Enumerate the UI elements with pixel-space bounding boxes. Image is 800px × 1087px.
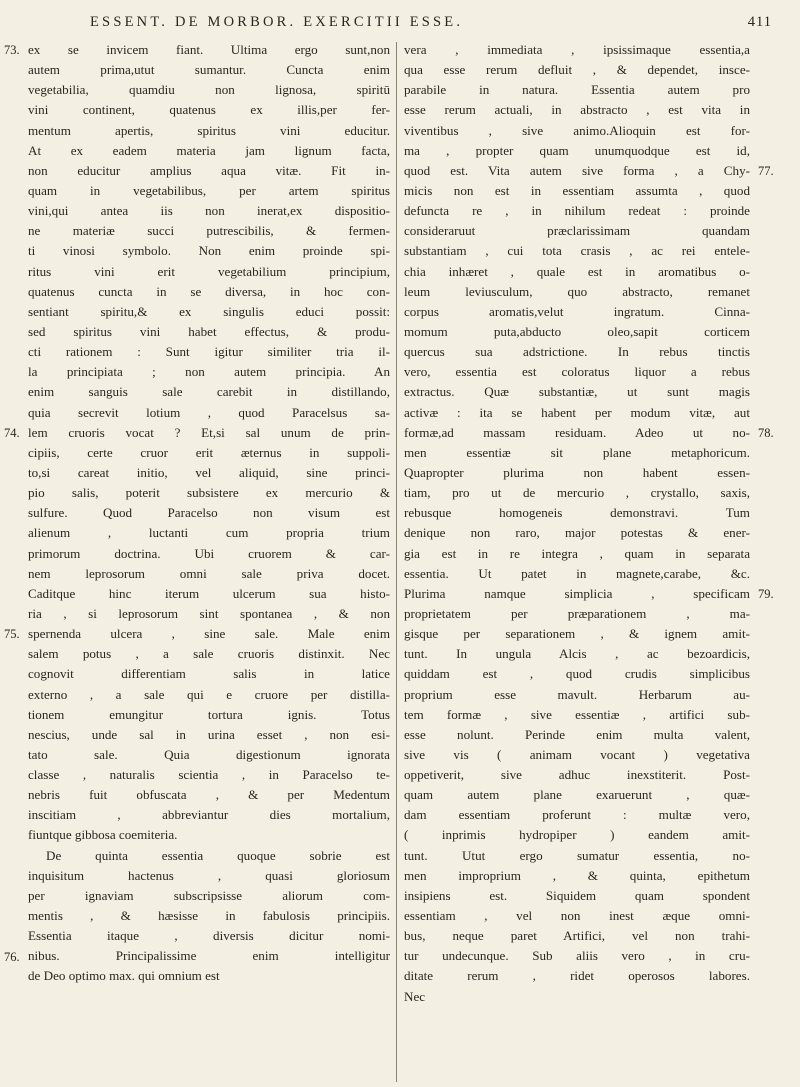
text-line [404, 100, 750, 120]
line-text: men essentiæ sit plane metaphoricum. [404, 444, 750, 460]
line-text: micis non est in essentiam assumta , quod [404, 182, 750, 198]
marginal-number: 76. [4, 949, 20, 964]
text-line [28, 825, 390, 845]
line-text: ma , propter quam unumquodque est id, [404, 142, 750, 158]
text-line [404, 60, 750, 80]
line-text: ditate rerum , ridet operosos labores. [404, 968, 750, 984]
line-text: la principiata ; non autem principia. An [28, 364, 390, 380]
text-line [404, 624, 750, 644]
running-head [90, 14, 772, 36]
text-line [28, 544, 390, 564]
text-line [28, 886, 390, 906]
line-text: autem prima,utut sumantur. Cuncta enim [28, 62, 390, 78]
line-text: tato sale. Quia digestionum ignorata [28, 746, 390, 762]
line-text: quercus sua adstrictione. In rebus tinctis [404, 344, 750, 360]
line-text: vini,qui antea iis non inerat,ex dispositio- [28, 203, 390, 219]
text-line [28, 221, 390, 241]
text-line [28, 725, 390, 745]
text-line [28, 685, 390, 705]
line-text: Nec [404, 988, 426, 1004]
line-text: activæ : ita se habent per modum vitæ, aut [404, 404, 750, 420]
line-text: vini continent, quatenus ex illis,per fer- [28, 102, 390, 118]
marginal-number: 78. [758, 425, 774, 440]
line-text: tunt. In ungula Alcis , ac bezoardicis, [404, 646, 750, 662]
line-text: ria , si leprosorum sint spontanea , & non [28, 605, 390, 621]
text-line [404, 866, 750, 886]
line-text: ne materiæ succi putrescibilis, & fermen- [28, 223, 390, 239]
text-line [28, 765, 390, 785]
text-line [404, 805, 750, 825]
text-line [28, 926, 390, 946]
line-text: De quinta essentia quoque sobrie est [46, 847, 390, 863]
text-line [404, 564, 750, 584]
line-text: quam in vegetabilibus, per artem spiritus [28, 182, 390, 198]
line-text: viventibus , sive animo.Alioquin est for- [404, 122, 750, 138]
text-line [28, 745, 390, 765]
marginal-number: 74. [4, 425, 20, 440]
text-line [404, 221, 750, 241]
line-text: quod est. Vita autem sive forma , a Chy- [404, 162, 750, 178]
line-text: fiuntque gibbosa coemiteria. [28, 827, 178, 843]
text-line [28, 423, 390, 443]
text-line [28, 403, 390, 423]
line-text: rebusque homogeneis demonstravi. Tum [404, 505, 750, 521]
text-line [404, 362, 750, 382]
line-text: insipiens est. Siquidem quam spondent [404, 887, 750, 903]
text-line [28, 846, 390, 866]
text-line [28, 664, 390, 684]
line-text: ti vinosi symbolo. Non enim proinde spi- [28, 243, 390, 259]
line-text: qua esse rerum defluit , & dependet, insce- [404, 62, 750, 78]
text-line [28, 322, 390, 342]
page-number: 411 [747, 14, 772, 30]
text-line [404, 80, 750, 100]
line-text: lem cruoris vocat ? Et,si sal unum de prin- [28, 424, 390, 440]
line-text: defuncta re , in nihilum redeat : proinde [404, 203, 750, 219]
text-line [404, 705, 750, 725]
text-line [404, 685, 750, 705]
line-text: alienum , luctanti cum propria trium [28, 525, 390, 541]
line-text: proprietatem per præparationem , ma- [404, 605, 750, 621]
line-text: Essentia itaque , diversis dicitur nomi- [28, 928, 390, 944]
line-text: classe , naturalis scientia , in Paracelso te- [28, 767, 390, 783]
text-line [404, 382, 750, 402]
line-text: per ignaviam subscripsisse aliorum com- [28, 887, 390, 903]
text-line [404, 926, 750, 946]
line-text: vera , immediata , ipsissimaque essentia,a [404, 42, 750, 57]
text-line [28, 785, 390, 805]
text-line [28, 80, 390, 100]
line-text: essentiam , vel non inest æque omni- [404, 908, 750, 924]
text-line [404, 846, 750, 866]
line-text: vero, essentia est coloratus liquor a rebus [404, 364, 750, 380]
line-text: salem potus , a sale cruoris distinxit. Nec [28, 646, 390, 662]
line-text: tiam, pro ut de mercurio , crystallo, saxis, [404, 485, 750, 501]
text-line [28, 644, 390, 664]
line-text: mentis , & hæsisse in fabulosis principiis. [28, 908, 390, 924]
line-text: ex se invicem fiant. Ultima ergo sunt,non [28, 42, 390, 57]
marginal-number: 75. [4, 627, 20, 642]
line-text: corpus aromatis,velut ingratum. Cinna- [404, 303, 750, 319]
line-text: tunt. Utut ergo sumatur essentia, no- [404, 847, 750, 863]
text-line [404, 121, 750, 141]
line-text: sed spiritus vini habet effectus, & produ- [28, 323, 390, 339]
text-line [404, 282, 750, 302]
line-text: enim sanguis sale carebit in distillando, [28, 384, 390, 400]
line-text: leum leviusculum, quo abstracto, remanet [404, 283, 750, 299]
text-line [404, 241, 750, 261]
line-text: extractus. Quæ substantiæ, ut sunt magis [404, 384, 750, 400]
line-text: momum puta,abducto oleo,sapit corticem [404, 323, 750, 339]
line-text: tur undecunque. Sub aliis vero , in cru- [404, 948, 750, 964]
marginal-number: 73. [4, 43, 20, 57]
line-text: quam autem plane exaruerunt , quæ- [404, 787, 750, 803]
line-text: tem formæ , sive essentiæ , artifici sub- [404, 706, 750, 722]
text-line [28, 40, 390, 60]
line-text: Plurima namque simplicia , specificam [404, 585, 750, 601]
text-line [404, 302, 750, 322]
text-line [404, 423, 750, 443]
line-text: externo , a sale qui e cruore per distilla- [28, 686, 390, 702]
line-text: chia inhæret , quale est in aromatibus o- [404, 263, 750, 279]
line-text: nebris fuit obfuscata , & per Medentum [28, 787, 390, 803]
line-text: quatenus cuncta in se diversa, in hoc con- [28, 283, 390, 299]
text-line [404, 544, 750, 564]
line-text: sive vis ( animam vocant ) vegetativa [404, 746, 750, 762]
line-text: quia secrevit lotium , quod Paracelsus sa- [28, 404, 390, 420]
text-line [28, 181, 390, 201]
line-text: sentiant spiritu,& ex singulis educi possit: [28, 303, 390, 319]
marginal-number: 79. [758, 587, 774, 602]
text-line [404, 966, 750, 986]
line-text: to,si careat initio, vel aliquid, sine princi- [28, 464, 390, 480]
text-line [404, 483, 750, 503]
text-line [404, 403, 750, 423]
line-text: inquisitum hactenus , quasi gloriosum [28, 867, 390, 883]
line-text: oppetiverit, sive adhuc inexstiterit. Post- [404, 767, 750, 783]
line-text: men improprium , & quinta, epithetum [404, 867, 750, 883]
line-text: Quapropter plurima non habent essen- [404, 464, 750, 480]
text-line [28, 161, 390, 181]
text-line [28, 805, 390, 825]
line-text: non educitur amplius aqua vitæ. Fit in- [28, 162, 390, 178]
text-line [404, 463, 750, 483]
text-line [28, 362, 390, 382]
line-text: ( inprimis hydropiper ) eandem amit- [404, 827, 750, 843]
line-text: proprium esse mavult. Herbarum au- [404, 686, 750, 702]
line-text: inscitiam , abbreviantur dies mortalium, [28, 807, 390, 823]
text-line [404, 40, 750, 60]
text-line [28, 946, 390, 966]
marginal-number: 77. [758, 163, 774, 178]
line-text: ritus vini erit vegetabilium principium, [28, 263, 390, 279]
right-column [404, 40, 750, 1007]
text-line [28, 60, 390, 80]
running-title: ESSENT. DE MORBOR. EXERCITII ESSE. [90, 14, 464, 30]
line-text: Caditque hinc iterum ulcerum sua histo- [28, 585, 390, 601]
text-line [28, 523, 390, 543]
text-line [28, 302, 390, 322]
line-text: bus, neque paret Artifici, vel non trahi- [404, 928, 750, 944]
line-text: nibus. Principalissime enim intelligitur [28, 948, 390, 964]
column-divider [396, 42, 397, 1082]
line-text: tionem emungitur tortura ignis. Totus [28, 706, 390, 722]
line-text: At ex eadem materia jam lignum facta, [28, 142, 390, 158]
text-line [28, 483, 390, 503]
text-line [404, 604, 750, 624]
text-line [404, 825, 750, 845]
line-text: dam essentiam proferunt : multæ vero, [404, 807, 750, 823]
text-line [404, 644, 750, 664]
line-text: cognovit differentiam salis in latice [28, 666, 390, 682]
text-line [28, 463, 390, 483]
line-text: de Deo optimo max. qui omnium est [28, 968, 220, 984]
text-line [404, 785, 750, 805]
line-text: nescius, unde sal in urina esset , non esi- [28, 726, 390, 742]
text-line [404, 523, 750, 543]
text-line [404, 503, 750, 523]
line-text: quiddam est , quod crudis simplicibus [404, 666, 750, 682]
text-line [28, 342, 390, 362]
line-text: vegetabilia, quamdiu non lignosa, spiritū [28, 82, 390, 98]
text-line [404, 201, 750, 221]
text-line [28, 262, 390, 282]
text-line [28, 241, 390, 261]
text-line [404, 765, 750, 785]
line-text: pio salis, poterit subsistere ex mercurio & [28, 485, 390, 501]
text-line [28, 705, 390, 725]
line-text: primorum doctrina. Ubi cruorem & car- [28, 545, 390, 561]
text-line [28, 564, 390, 584]
line-text: gisque per separationem , & ignem amit- [404, 626, 750, 642]
text-line [404, 946, 750, 966]
line-text: denique non raro, major potestas & ener- [404, 525, 750, 541]
text-line [404, 443, 750, 463]
line-text: sulfure. Quod Paracelso non visum est [28, 505, 390, 521]
text-line [28, 201, 390, 221]
line-text: nem leprosorum omni sale priva docet. [28, 565, 390, 581]
text-line [404, 584, 750, 604]
text-line [28, 584, 390, 604]
line-text: consideraruut præclarissimam quandam [404, 223, 750, 239]
line-text: substantiam , cui tota crasis , ac rei entele- [404, 243, 750, 259]
line-text: formæ,ad massam residuam. Adeo ut no- [404, 424, 750, 440]
line-text: gia est in re integra , quam in separata [404, 545, 750, 561]
line-text: essentia. Ut patet in magnete,carabe, &c. [404, 565, 750, 581]
line-text: mentum apertis, spiritus vini educitur. [28, 122, 390, 138]
text-line [28, 966, 390, 986]
text-line [404, 262, 750, 282]
text-line [28, 624, 390, 644]
text-line [28, 121, 390, 141]
line-text: esse nolunt. Perinde enim multa valent, [404, 726, 750, 742]
text-line [404, 322, 750, 342]
text-line [404, 342, 750, 362]
text-line [404, 725, 750, 745]
line-text: esse rerum actuali, in abstracto , est vita in [404, 102, 750, 118]
line-text: cipiis, certe cruor erit æternus in suppoli- [28, 444, 390, 460]
text-line [28, 282, 390, 302]
text-line [28, 503, 390, 523]
text-line [404, 987, 750, 1007]
text-line [28, 604, 390, 624]
text-line [404, 141, 750, 161]
text-line [28, 906, 390, 926]
text-line [28, 141, 390, 161]
line-text: parabile in natura. Essentia autem pro [404, 82, 750, 98]
text-line [404, 161, 750, 181]
text-line [28, 100, 390, 120]
text-line [404, 886, 750, 906]
text-line [28, 866, 390, 886]
text-line [404, 664, 750, 684]
text-line [404, 745, 750, 765]
line-text: spernenda ulcera , sine sale. Male enim [28, 626, 390, 642]
left-column [28, 40, 390, 987]
text-line [404, 906, 750, 926]
text-line [28, 443, 390, 463]
text-line [28, 382, 390, 402]
text-line [404, 181, 750, 201]
line-text: cti rationem : Sunt igitur similiter tria il- [28, 344, 390, 360]
